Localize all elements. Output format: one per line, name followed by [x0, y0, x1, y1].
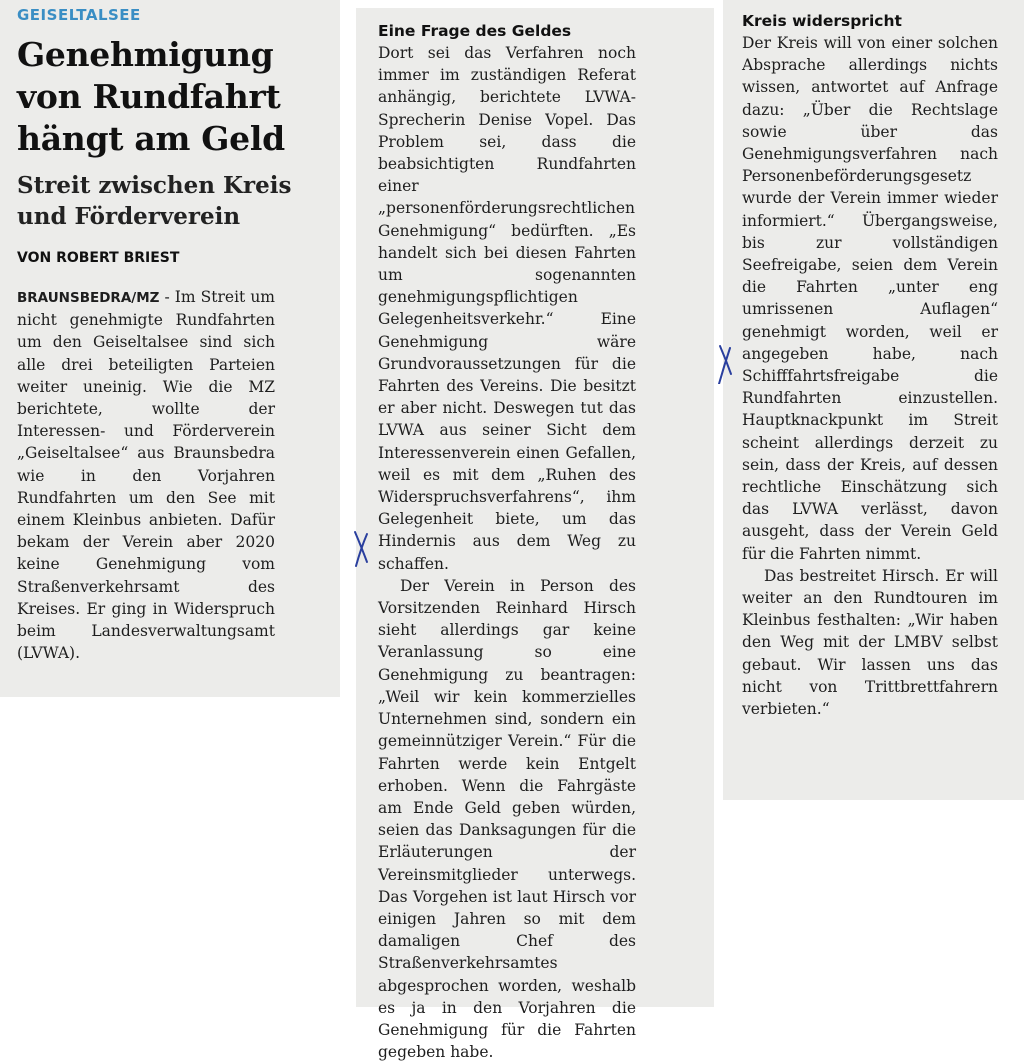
clipping-column-3	[723, 0, 1024, 800]
article-subheadline: Streit zwischen Kreis und Förderverein	[17, 172, 292, 230]
pen-cross-mark-icon	[716, 344, 734, 384]
article-intro-text: - Im Streit um nicht genehmigte Rundfahrten um den Geiseltalsee sind sich alle drei beteiligten Parteien weiter uneinig. Wie die MZ berichtete, wollte der Interessen- und Förderverein „Geiseltalsee“ aus Braunsbedra wie in den Vorjahren Rundfahrten um den See mit einem Kleinbus anbieten. Dafür bekam der Verein aber 2020 keine Genehmigung vom Straßenverkehrsamt des Kreises. Er ging in Widerspruch beim Landesverwaltungsamt (LVWA).	[17, 288, 275, 663]
article-byline: VON ROBERT BRIEST	[17, 250, 180, 266]
section2-paragraph-2: Der Verein in Person des Vorsitzenden Reinhard Hirsch sieht allerdings gar keine Veranlassung so eine Genehmigung zu beantragen: „Weil wir kein kommerzielles Unternehmen sind, sondern ein gemeinnütziger Verein.“ Für die Fahrten werde kein Entgelt erhoben. Wenn die Fahrgäste am Ende Geld geben würden, seien das Danksagungen für die Erläuterungen der Vereinsmitglieder unterwegs. Das Vorgehen ist laut Hirsch vor einigen Jahren so mit dem damaligen Chef des Straßenverkehrsamtes abgesprochen worden, weshalb es ja in den Vorjahren die Genehmigung für die Fahrten gegeben habe.	[378, 576, 636, 1062]
article-kicker: GEISELTALSEE	[17, 6, 141, 24]
section2-paragraph-1: Dort sei das Verfahren noch immer im zuständigen Referat anhängig, berichtete LVWA-Sprecherin Denise Vopel. Das Problem sei, dass die beabsichtigten Rundfahrten einer „personenförderungsrechtlichen Genehmigung“ bedürften. „Es handelt sich bei diesen Fahrten um sogenannten genehmigungspflichtigen Gelegenheitsverkehr.“ Eine Genehmigung wäre Grundvoraussetzungen für die Fahrten des Vereins. Die besitzt er aber nicht. Deswegen tut das LVWA aus seiner Sicht dem Interessenverein einen Gefallen, weil es mit dem „Ruhen des Widerspruchsverfahrens“, ihm Gelegenheit biete, um das Hindernis aus dem Weg zu schaffen.	[378, 44, 636, 573]
section3-paragraph-2: Das bestreitet Hirsch. Er will weiter an den Rundtouren im Kleinbus festhalten: „Wir haben den Weg mit der LMBV selbst gebaut. Wir lassen uns das nicht von Trittbrettfahrern verbieten.“	[742, 566, 998, 719]
section3-paragraph-1: Der Kreis will von einer solchen Absprache allerdings nichts wissen, antwortet auf Anfrage dazu: „Über die Rechtslage sowie über das Genehmigungsverfahren nach Personenbeförderungsgesetz wurde der Verein immer wieder informiert.“ Übergangsweise, bis zur vollständigen Seefreigabe, seien dem Verein die Fahrten „unter eng umrissenen Auflagen“ genehmigt worden, weil er angegeben habe, nach Schifffahrtsfreigabe die Rundfahrten einzustellen. Hauptknackpunkt im Streit scheint allerdings derzeit zu sein, dass der Kreis, auf dessen rechtliche Einschätzung sich das LVWA verlässt, davon ausgeht, dass der Verein Geld für die Fahrten nimmt.	[742, 34, 998, 563]
section-heading-kreis: Kreis widerspricht	[742, 12, 902, 30]
article-intro-paragraph	[17, 286, 275, 664]
clipping-column-1	[0, 0, 340, 697]
pen-cross-mark-icon	[352, 528, 370, 568]
article-dateline: BRAUNSBEDRA/MZ	[17, 290, 160, 306]
article-headline: Genehmigung von Rundfahrt hängt am Geld	[17, 35, 285, 158]
clipping-column-2	[356, 8, 714, 1062]
section-heading-geld: Eine Frage des Geldes	[378, 22, 572, 40]
